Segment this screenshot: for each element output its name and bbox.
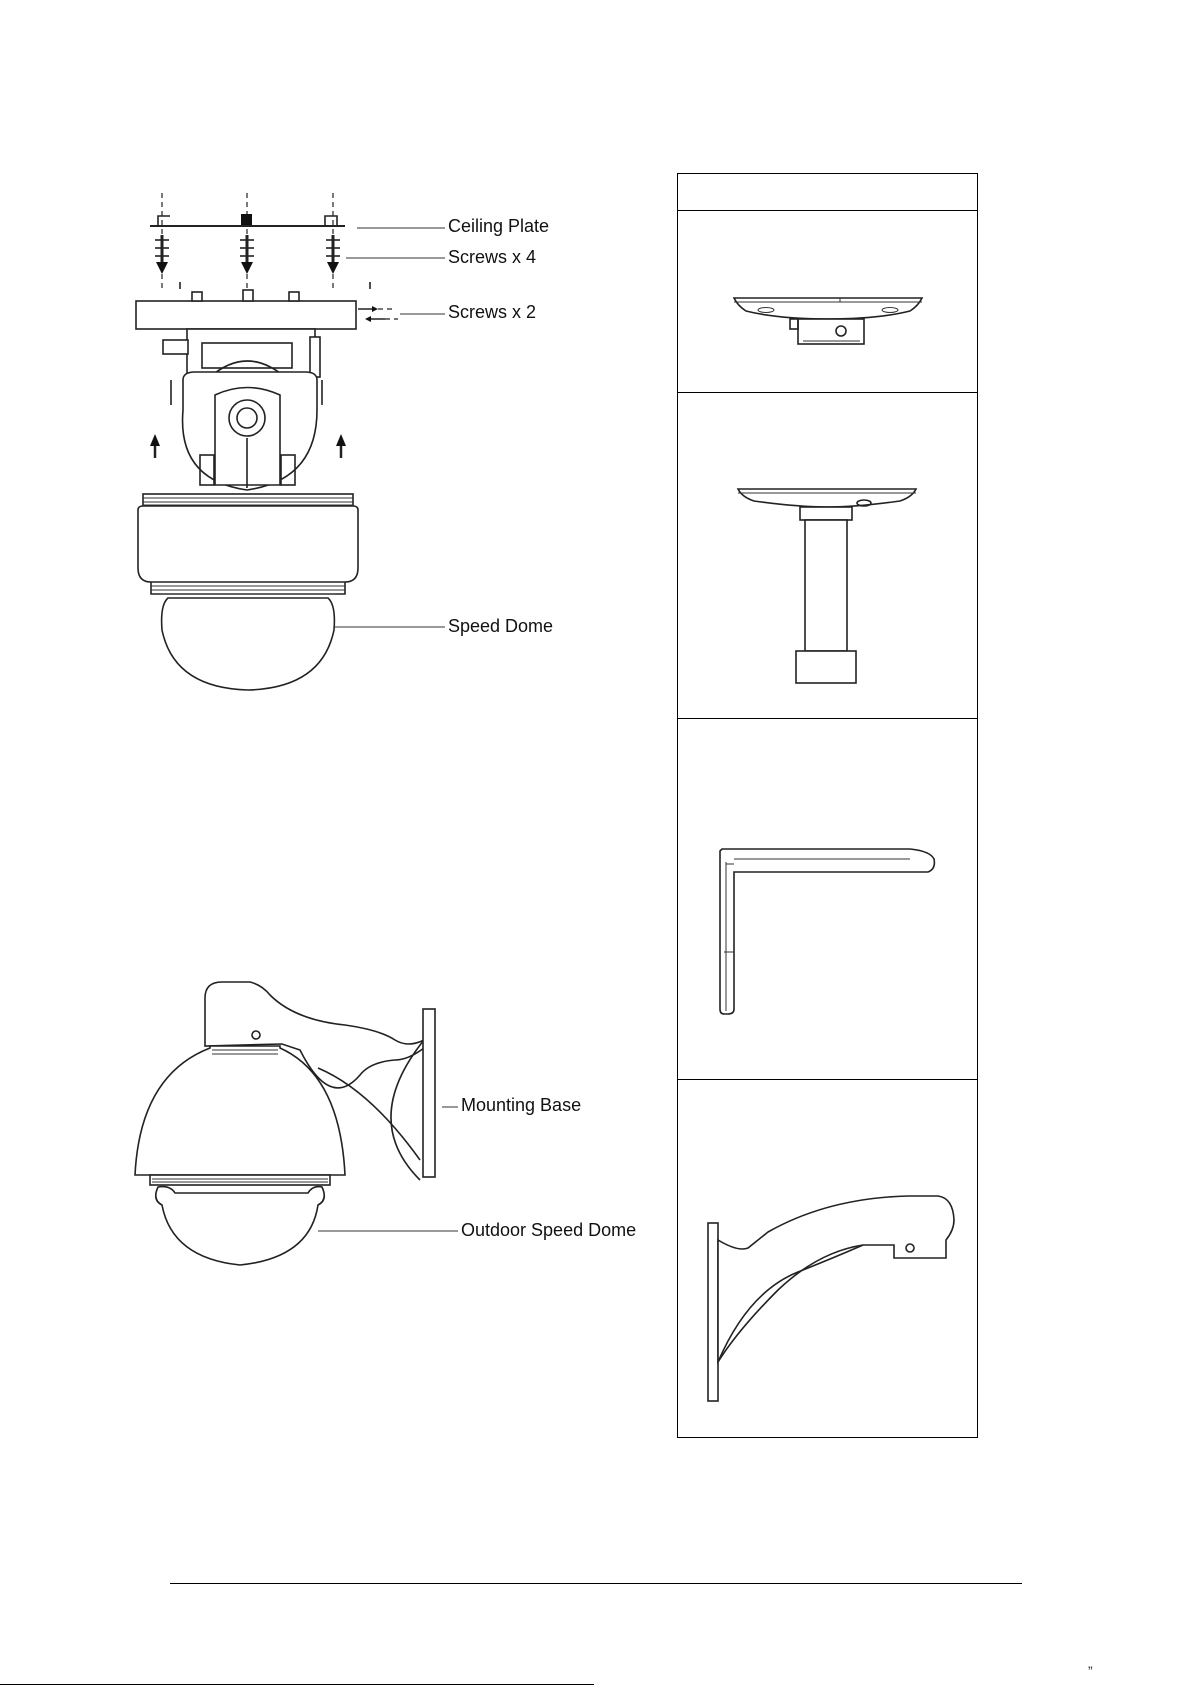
table-row-wall-bracket: [678, 718, 977, 1079]
label-screws-4: Screws x 4: [448, 247, 537, 267]
table-header-row: [678, 174, 977, 210]
label-ceiling-plate: Ceiling Plate: [448, 216, 550, 236]
table-row-pendant-bracket: [678, 392, 977, 718]
label-mounting-base: Mounting Base: [461, 1095, 582, 1115]
label-speed-dome: Speed Dome: [448, 616, 554, 636]
footer-mark: ”: [1088, 1663, 1093, 1679]
table-row-arm-bracket: [678, 1079, 977, 1437]
pendant-bracket-illustration: [678, 393, 977, 719]
table-row-ceiling-bracket: [678, 210, 977, 392]
label-outdoor-speed-dome: Outdoor Speed Dome: [461, 1220, 637, 1240]
arm-bracket-illustration: [678, 1080, 977, 1438]
ceiling-bracket-illustration: [678, 211, 977, 393]
wall-bracket-illustration: [678, 719, 977, 1080]
label-screws-2: Screws x 2: [448, 302, 537, 322]
bracket-table: [677, 173, 978, 1438]
footer-rule: [170, 1583, 1022, 1584]
